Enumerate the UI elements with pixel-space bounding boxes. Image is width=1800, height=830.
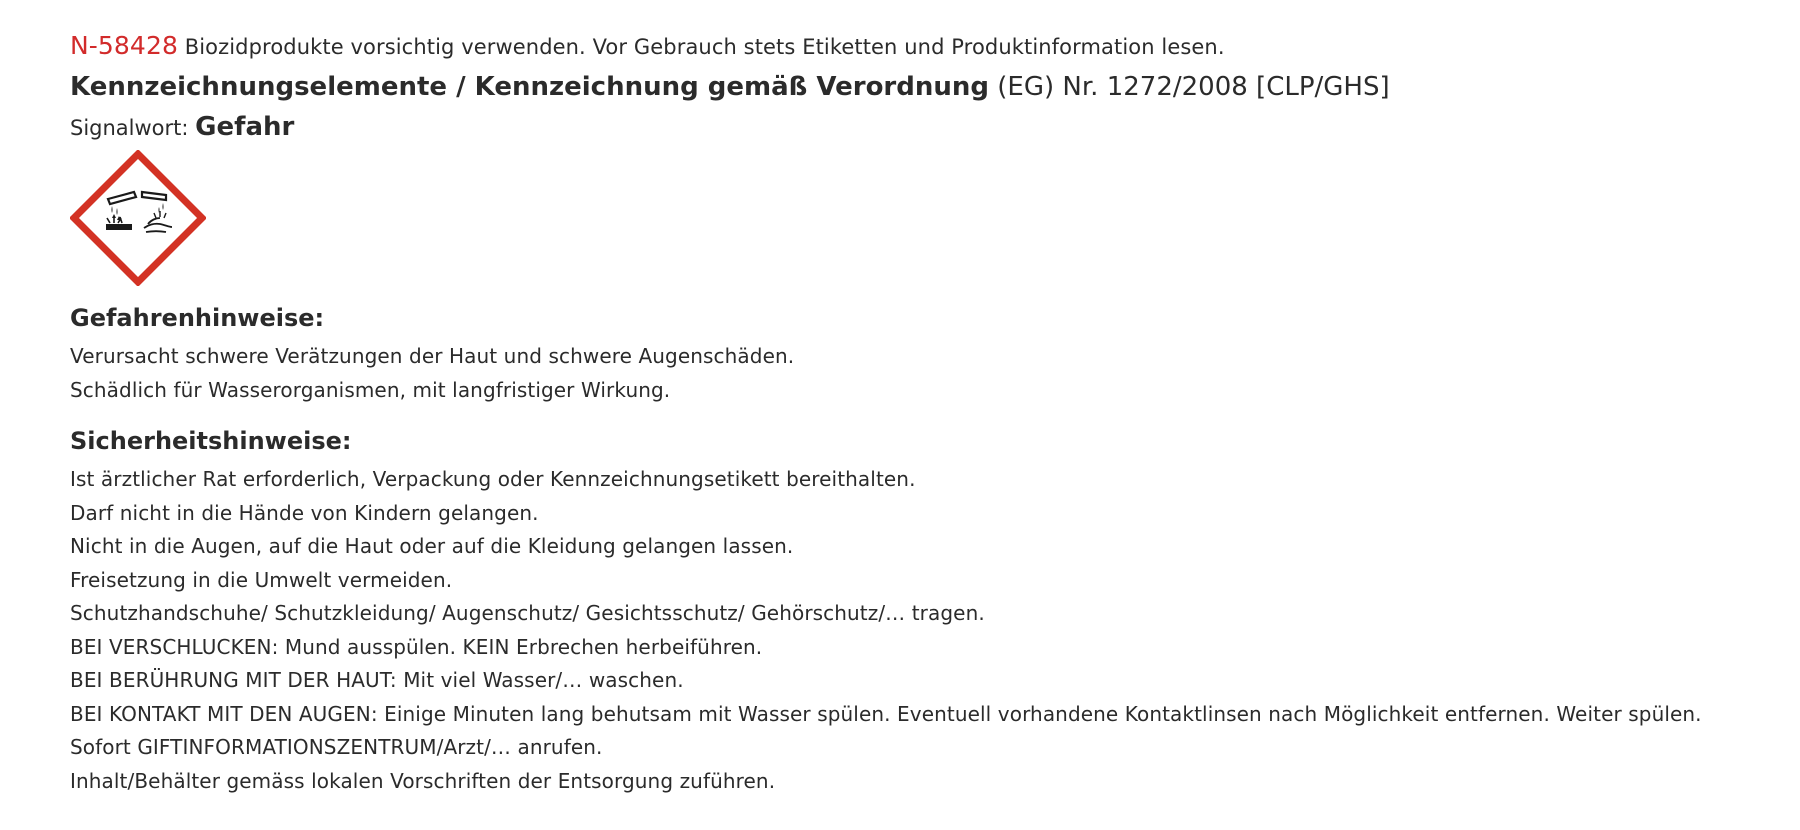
- safety-statement: Inhalt/Behälter gemäss lokalen Vorschriften der Entsorgung zuführen.: [70, 768, 776, 793]
- biocide-notice: [70, 28, 1790, 65]
- signal-word: Gefahr: [195, 112, 295, 142]
- hazard-statement: Schädlich für Wasserorganismen, mit langfristiger Wirkung.: [70, 377, 671, 402]
- hazard-statement: Verursacht schwere Verätzungen der Haut und schwere Augenschäden.: [70, 344, 795, 368]
- classification-heading: [70, 67, 1790, 107]
- safety-label-document: [70, 28, 1790, 798]
- safety-statements-title: Sicherheitshinweise:: [70, 427, 352, 455]
- hazard-statements-title: Gefahrenhinweise:: [70, 304, 325, 332]
- safety-statement: Darf nicht in die Hände von Kindern gelangen.: [70, 500, 539, 525]
- biocide-notice-text: Biozidprodukte vorsichtig verwenden. Vor Gebrauch stets Etiketten und Produktinformation lesen.: [184, 35, 1225, 59]
- safety-statement: Nicht in die Augen, auf die Haut oder auf die Kleidung gelangen lassen.: [70, 534, 794, 558]
- safety-statement: Sofort GIFTINFORMATIONSZENTRUM/Arzt/… anrufen.: [70, 735, 603, 759]
- classification-heading-bold: Kennzeichnungselemente / Kennzeichnung gemäß Verordnung: [70, 72, 990, 102]
- safety-statements-list: [70, 463, 1790, 798]
- classification-heading-regulation: (EG) Nr. 1272/2008 [CLP/GHS]: [997, 72, 1390, 102]
- safety-statement: Freisetzung in die Umwelt vermeiden.: [70, 567, 453, 592]
- safety-statement: Schutzhandschuhe/ Schutzkleidung/ Augenschutz/ Gesichtsschutz/ Gehörschutz/… tragen.: [70, 601, 985, 625]
- signal-word-label: Signalwort:: [70, 116, 189, 140]
- signal-word-line: [70, 107, 1790, 148]
- hazard-statements-list: [70, 340, 1790, 407]
- safety-statement: BEI BERÜHRUNG MIT DER HAUT: Mit viel Wasser/… waschen.: [70, 668, 684, 692]
- safety-statement: BEI KONTAKT MIT DEN AUGEN: Einige Minuten lang behutsam mit Wasser spülen. Eventuell vorhandene Kontaktlinsen nach Möglichkeit entfernen. Weiter spülen.: [70, 701, 1702, 726]
- safety-statement: Ist ärztlicher Rat erforderlich, Verpackung oder Kennzeichnungsetikett bereithalten.: [70, 467, 916, 491]
- product-code: N-58428: [70, 31, 178, 60]
- ghs05-corrosion-icon: [70, 150, 206, 286]
- safety-statement: BEI VERSCHLUCKEN: Mund ausspülen. KEIN Erbrechen herbeiführen.: [70, 634, 763, 659]
